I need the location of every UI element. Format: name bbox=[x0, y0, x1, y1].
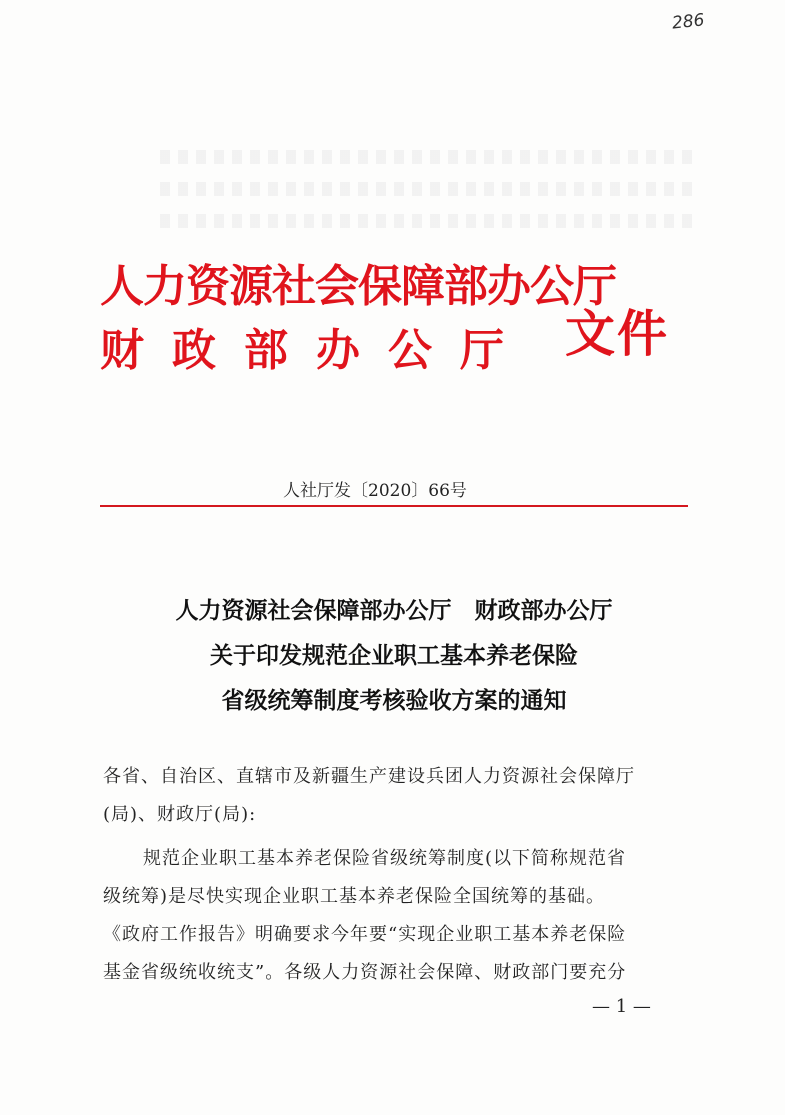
bleed-through-text bbox=[160, 214, 700, 228]
title-line-2: 关于印发规范企业职工基本养老保险 bbox=[210, 642, 578, 669]
body-line-6: 基金省级统收统支”。各级人力资源社会保障、财政部门要充分 bbox=[103, 962, 627, 983]
body-line-1: 各省、自治区、直辖市及新疆生产建设兵团人力资源社会保障厅 bbox=[103, 766, 635, 787]
bleed-through-text bbox=[160, 182, 700, 196]
red-divider bbox=[100, 505, 688, 507]
handwritten-annotation: 286 bbox=[671, 10, 706, 34]
header-issuer-1: 人力资源社会保障部办公厅 bbox=[100, 261, 616, 312]
body-line-3: 规范企业职工基本养老保险省级统筹制度(以下简称规范省 bbox=[143, 848, 627, 869]
document-number: 人社厅发〔2020〕66号 bbox=[283, 481, 467, 501]
body-line-4: 级统筹)是尽快实现企业职工基本养老保险全国统筹的基础。 bbox=[103, 886, 606, 907]
red-header bbox=[100, 250, 700, 400]
title-line-1: 人力资源社会保障部办公厅 财政部办公厅 bbox=[175, 597, 613, 624]
header-suffix: 文件 bbox=[565, 304, 669, 363]
body-line-2: (局)、财政厅(局): bbox=[103, 804, 257, 825]
title-line-3: 省级统筹制度考核验收方案的通知 bbox=[221, 687, 567, 714]
header-issuer-2: 财政部办公厅 bbox=[100, 325, 532, 376]
page-number: — 1 — bbox=[592, 996, 651, 1017]
body-line-5: 《政府工作报告》明确要求今年要“实现企业职工基本养老保险 bbox=[103, 924, 627, 945]
bleed-through-text bbox=[160, 150, 700, 164]
